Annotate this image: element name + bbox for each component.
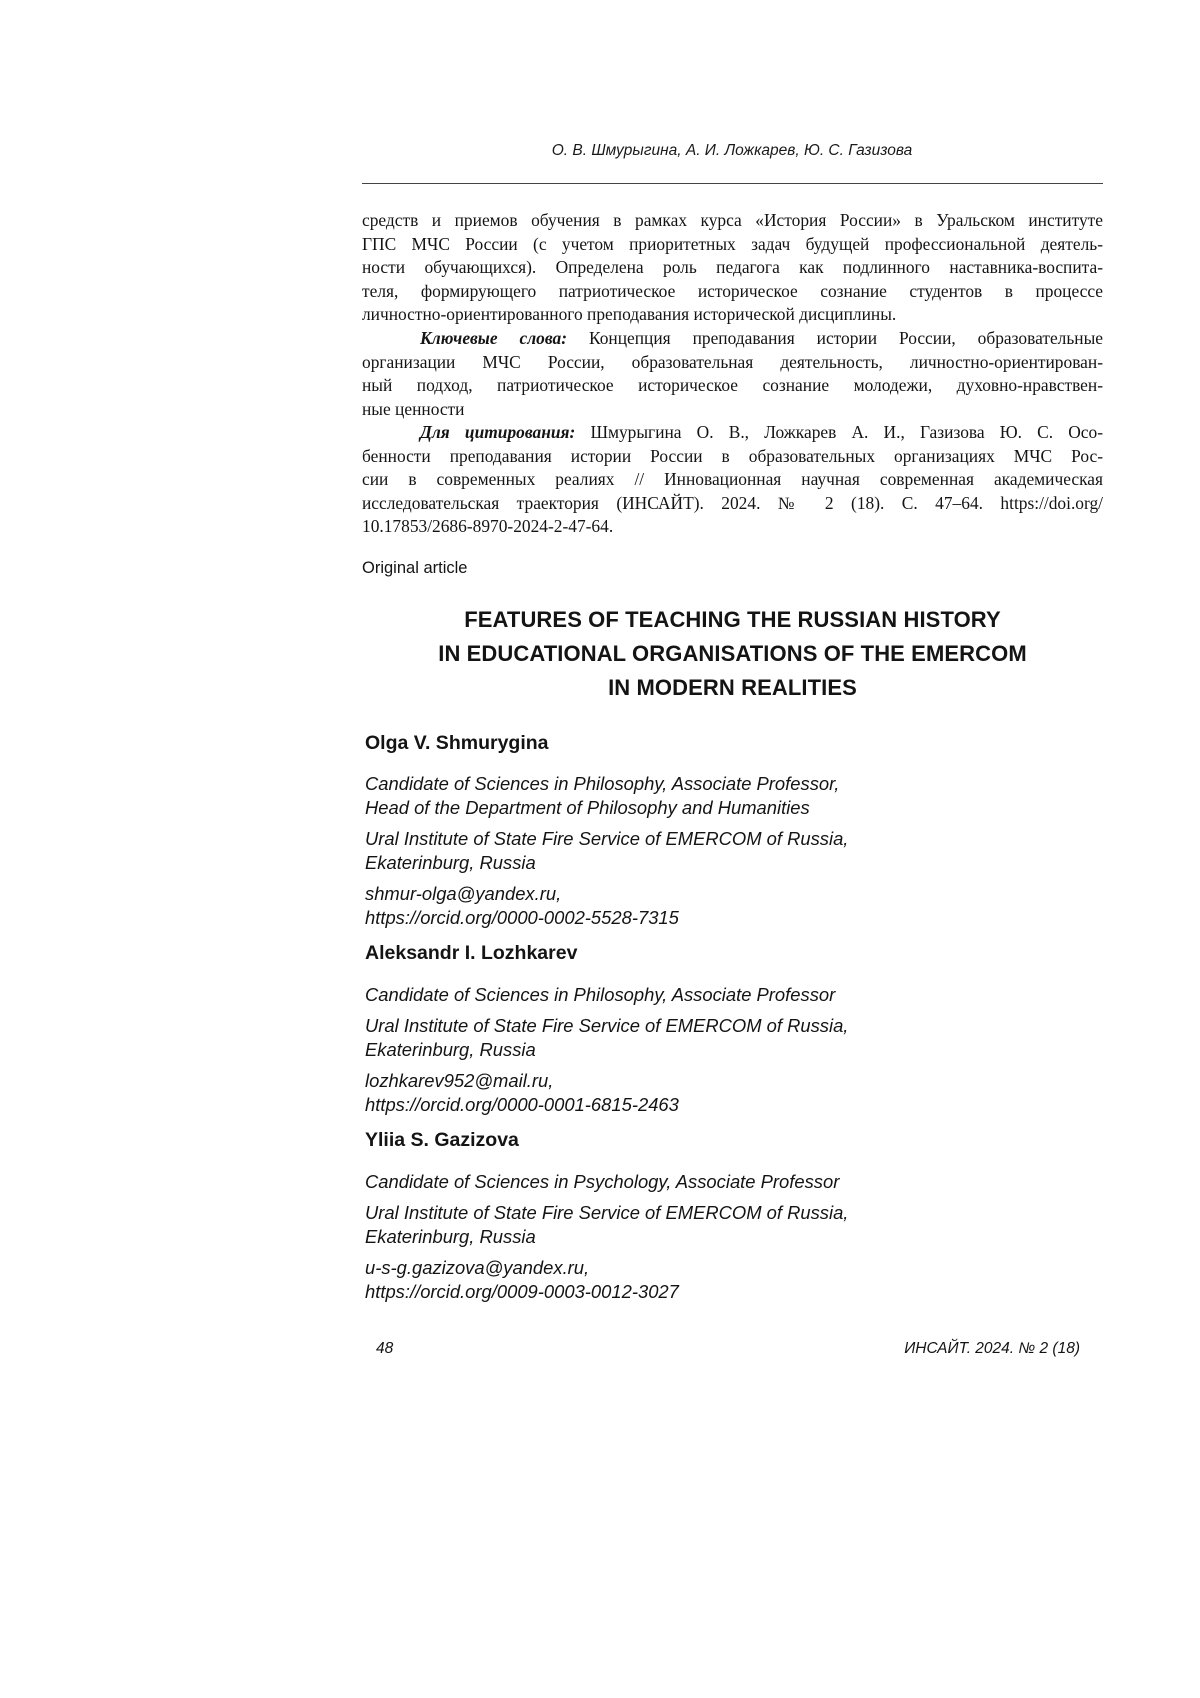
article-type: Original article — [362, 559, 468, 577]
author-name: Aleksandr I. Lozhkarev — [365, 942, 578, 964]
affiliation-line: Ekaterinburg, Russia — [365, 1226, 536, 1247]
email-text: lozhkarev952@mail.ru, — [365, 1070, 554, 1091]
abstract-continuation — [362, 209, 1103, 327]
keywords-line: ные ценности — [362, 398, 465, 419]
abstract-line: ГПС МЧС России (с учетом приоритетных задач будущей профессиональной деятель- — [362, 233, 1103, 254]
email-text: shmur-olga@yandex.ru, — [365, 883, 562, 904]
citation-block — [362, 421, 1103, 539]
citation-first-line — [362, 421, 1103, 445]
citation-line: сии в современных реалиях // Инновационная научная современная академическая — [362, 469, 1103, 489]
keywords-block — [362, 327, 1103, 421]
author-affiliation — [365, 1201, 1105, 1249]
title-line: IN EDUCATIONAL ORGANISATIONS OF THE EMERCOM — [438, 641, 1027, 666]
citation-line: бенности преподавания истории России в образовательных организациях МЧС Рос- — [362, 445, 1103, 466]
citation-doi-line: 10.17853/2686-8970-2024-2-47-64. — [362, 516, 614, 536]
header-rule — [362, 183, 1103, 184]
title-line: IN MODERN REALITIES — [608, 675, 857, 700]
affiliation-line: Ekaterinburg, Russia — [365, 1039, 536, 1060]
author-contact — [365, 1256, 1105, 1304]
abstract-line: теля, формирующего патриотическое историческое сознание студентов в процессе — [362, 280, 1103, 301]
keywords-line: организации МЧС России, образовательная деятельность, личностно-ориентирован- — [362, 351, 1103, 372]
article-title — [362, 603, 1103, 705]
abstract-line: средств и приемов обучения в рамках курса «История России» в Уральском институте — [362, 210, 1103, 230]
author-name: Yliia S. Gazizova — [365, 1129, 519, 1151]
affiliation-line: Ural Institute of State Fire Service of EMERCOM of Russia, — [365, 1015, 849, 1036]
keywords-first-line — [362, 327, 1103, 351]
author-position — [365, 1170, 1105, 1194]
position-line: Candidate of Sciences in Philosophy, Associate Professor, — [365, 773, 840, 794]
author-contact — [365, 1069, 1105, 1117]
running-head: О. В. Шмурыгина, А. И. Ложкарев, Ю. С. Газизова — [551, 142, 913, 159]
position-line: Candidate of Sciences in Psychology, Associate Professor — [365, 1171, 840, 1192]
keywords-line: ный подход, патриотическое историческое сознание молодежи, духовно-нравствен- — [362, 375, 1103, 395]
page-number: 48 — [376, 1340, 394, 1357]
author-affiliation — [365, 1014, 1105, 1062]
author-contact — [365, 882, 1105, 930]
citation-label: Для цитирования: — [420, 422, 576, 442]
author-affiliation — [365, 827, 1105, 875]
position-line: Head of the Department of Philosophy and Humanities — [365, 797, 810, 818]
journal-footer: ИНСАЙТ. 2024. № 2 (18) — [904, 1340, 1080, 1357]
abstract-line: ности обучающихся). Определена роль педагога как подлинного наставника-воспита- — [362, 257, 1103, 277]
citation-line: исследовательская траектория (ИНСАЙТ). 2024. № 2 (18). С. 47–64. https://doi.org/ — [362, 492, 1103, 513]
citation-text: Шмурыгина О. В., Ложкарев А. И., Газизова Ю. С. Осо- — [590, 422, 1103, 442]
orcid-text: https://orcid.org/0000-0002-5528-7315 — [365, 907, 679, 928]
affiliation-line: Ural Institute of State Fire Service of EMERCOM of Russia, — [365, 1202, 849, 1223]
orcid-text: https://orcid.org/0000-0001-6815-2463 — [365, 1094, 679, 1115]
author-position — [365, 983, 1105, 1007]
author-name: Olga V. Shmurygina — [365, 732, 549, 754]
keywords-text: Концепция преподавания истории России, образовательные — [588, 328, 1103, 348]
keywords-label: Ключевые слова: — [420, 328, 568, 348]
email-text: u-s-g.gazizova@yandex.ru, — [365, 1257, 590, 1278]
position-line: Candidate of Sciences in Philosophy, Associate Professor — [365, 984, 836, 1005]
title-line: FEATURES OF TEACHING THE RUSSIAN HISTORY — [464, 607, 1001, 632]
affiliation-line: Ekaterinburg, Russia — [365, 852, 536, 873]
author-position — [365, 772, 1105, 820]
orcid-text: https://orcid.org/0009-0003-0012-3027 — [365, 1281, 679, 1302]
affiliation-line: Ural Institute of State Fire Service of EMERCOM of Russia, — [365, 828, 849, 849]
abstract-line: личностно-ориентированного преподавания исторической дисциплины. — [362, 304, 897, 324]
